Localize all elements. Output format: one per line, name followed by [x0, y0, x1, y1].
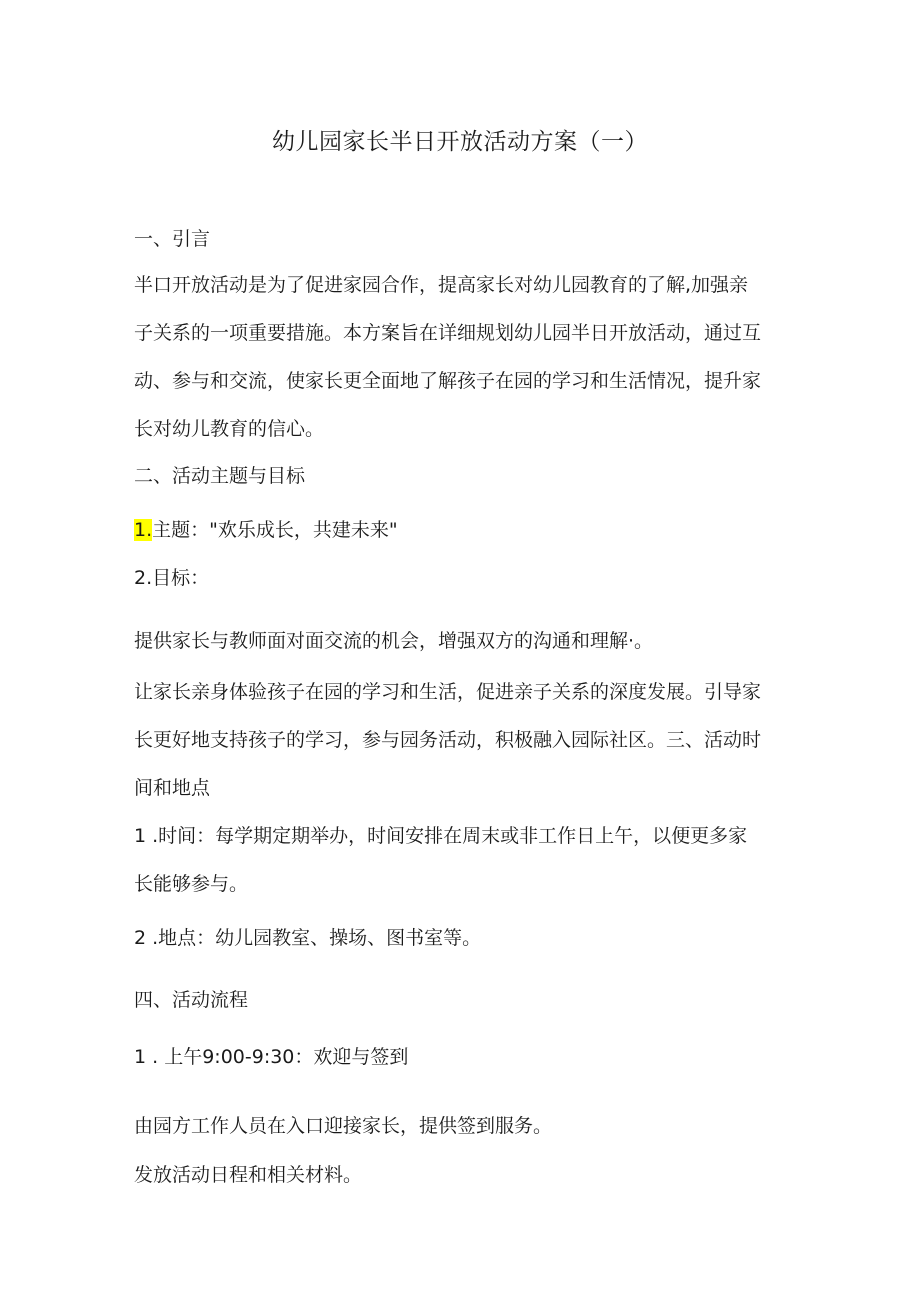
- goal-label: 2.目标：: [134, 567, 210, 589]
- flow-step-1-detail-2: 发放活动日程和相关材料。: [134, 1164, 363, 1186]
- theme-line: [134, 515, 794, 545]
- intro-line-2: 子关系的一项重要措施。本方案旨在详细规划幼儿园半日开放活动，通过互: [134, 322, 762, 344]
- intro-line-1: 半口开放活动是为了促进家园合作，提高家长对幼儿园教育的了解,加强亲: [134, 274, 749, 296]
- goal-line-3: 长更好地支持孩子的学习，参与园务活动，积极融入园际社区。三、活动时: [134, 729, 762, 751]
- theme-text: 主题："欢乐成长，共建未来": [152, 519, 398, 541]
- section-heading-intro: 一、引言: [134, 228, 211, 250]
- intro-line-4: 长对幼儿教育的信心。: [134, 418, 325, 440]
- goal-line-4: 间和地点: [134, 777, 211, 799]
- section-heading-theme-goals: 二、活动主题与目标: [134, 465, 306, 487]
- place-line: 2 .地点：幼儿园教室、操场、图书室等。: [134, 927, 482, 949]
- goal-line-2: 让家长亲身体验孩子在园的学习和生活，促进亲子关系的深度发展。引导家: [134, 681, 762, 703]
- intro-line-3: 动、参与和交流，使家长更全面地了解孩子在园的学习和生活情况，提升家: [134, 370, 762, 392]
- goal-line-1: 提供家长与教师面对面交流的机会，增强双方的沟通和理解·。: [134, 630, 654, 652]
- flow-step-1-detail-1: 由园方工作人员在入口迎接家长，提供签到服务。: [134, 1115, 553, 1137]
- time-line-2: 长能够参与。: [134, 873, 249, 895]
- section-heading-flow: 四、活动流程: [134, 989, 249, 1011]
- time-line-1: 1 .时间：每学期定期举办，时间安排在周末或非工作日上午，以便更多家: [134, 825, 748, 847]
- highlighted-number: 1.: [134, 519, 153, 541]
- flow-step-1: 1 . 上午9:00-9:30：欢迎与签到: [134, 1046, 409, 1068]
- document-title: 幼儿园家长半日开放活动方案（一）: [272, 129, 648, 155]
